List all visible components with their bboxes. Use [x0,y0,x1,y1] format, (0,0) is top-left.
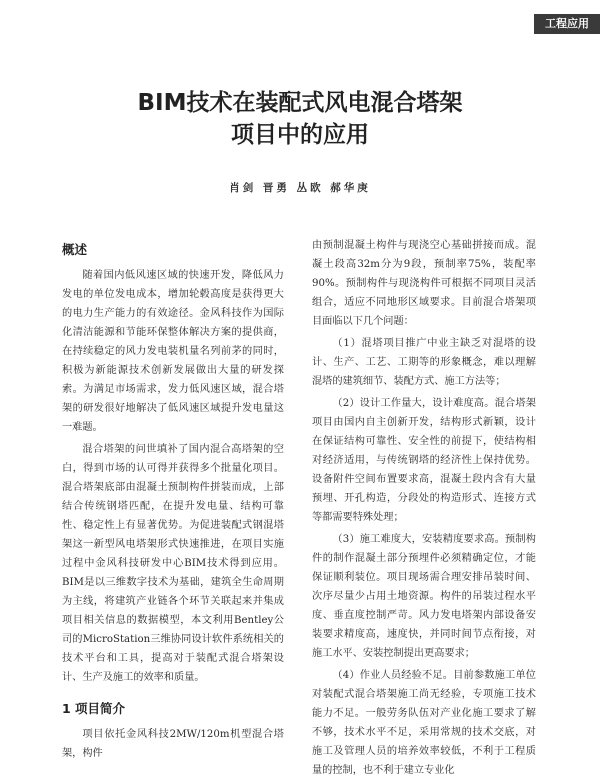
section-tag: 工程应用 [534,14,600,34]
left-column [62,240,284,763]
authors: 肖剑 晋勇 丛欧 郝华庚 [229,182,371,194]
title-line-1: BIM技术在装配式风电混合塔架 [137,90,463,116]
paragraph-project-intro: 项目依托金风科技2MW/120m机型混合塔架，构件 [62,729,284,759]
heading-project-intro: 1 项目简介 [62,701,126,716]
paragraph-continued: 由预制混凝土构件与现浇空心基础拼接而成。混凝土段高32m分为9段，预制率75%，装配率90%。预制构件与现浇构件可根据不同项目灵活组合，适应不同地形区域要求。目前混合塔架项目面临以下几个问题： [312,240,536,327]
issue-4: （4）作业人员经验不足。目前参数施工单位对装配式混合塔架施工尚无经验，专项施工技术能力不足。一般劳务队伍对产业化施工要求了解不够，技术水平不足，采用常规的技术交底，对施工及管理人员的培养效率较低，不利于工程质量的控制，也不利于建立专业化 [312,670,536,776]
issue-1: （1）混塔项目推广中业主缺乏对混塔的设计、生产、工艺、工期等的形象概念，难以理解混塔的建筑细节、装配方式、施工方法等； [312,338,536,387]
title-line-2: 项目中的应用 [231,122,369,148]
issue-3: （3）施工难度大，安装精度要求高。预制构件的制作混凝土部分预埋件必须精确定位，才能保证顺利装位。项目现场需合理安排吊装时间、次序尽量少占用土地资源。构件的吊装过程水平度、垂直度控制严苛。风力发电塔架内部设备安装要求精度高，速度快，并同时间节点衔接，对施工水平、安装控制提出更高要求； [312,534,536,659]
paragraph-overview-1: 随着国内低风速区域的快速开发，降低风力发电的单位发电成本，增加轮毂高度是获得更大的电力生产能力的有效途径。金风科技作为国际化清洁能源和节能环保整体解决方案的提供商，在持续稳定的风力发电装机量名列前茅的同时，积极为新能源技术创新发展做出大量的研发探索。为满足市场需求，发力低风速区域，混合塔架的研发很好地解决了低风速区域提升发电量这一难题。 [62,270,284,433]
heading-overview: 概述 [62,242,88,257]
article-title [0,88,600,150]
issue-2: （2）设计工作量大，设计难度高。混合塔架项目由国内自主创新开发，结构形式新颖，设计在保证结构可靠性、安全性的前提下，使结构相对经济适用，与传统钢塔的经济性上保持优势。设备附件空间布置要求高，混凝土段内含有大量预埋、开孔构造，分段处的构造形式、连接方式等都需要特殊处理； [312,398,536,523]
paragraph-overview-2: 混合塔架的问世填补了国内混合高塔架的空白，得到市场的认可得并获得多个批量化项目。混合塔架底部由混凝土预制构件拼装而成，上部结合传统钢塔匹配，在提升发电量、结构可靠性、稳定性上有显著优势。为促进装配式钢混塔架这一新型风电塔架形式快速推进，在项目实施过程中金风科技研发中心BIM技术得到应用。BIM是以三维数字技术为基础，建筑全生命周期为主线，将建筑产业链各个环节关联起来并集成项目相关信息的数据模型，本文利用Bentley公司的MicroStation三维协同设计软件系统相关的技术平台和工具，提高对于装配式混合塔架设计、生产及施工的效率和质量。 [62,444,284,683]
right-column [312,236,536,780]
